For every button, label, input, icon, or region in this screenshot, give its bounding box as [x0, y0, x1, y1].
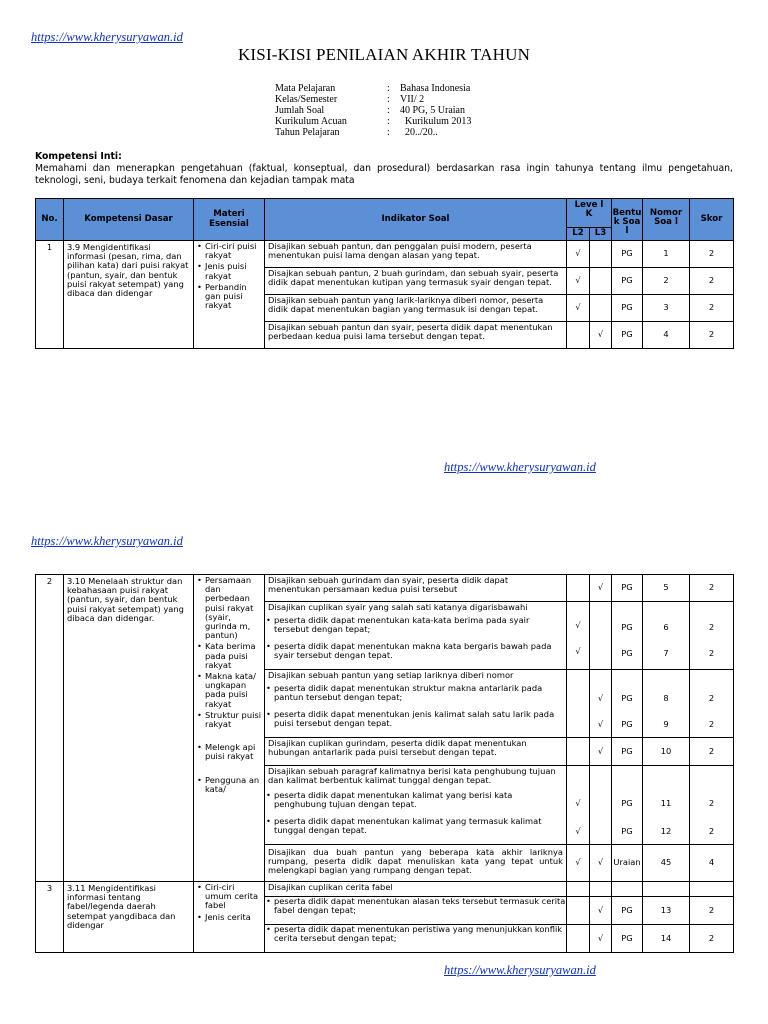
skor-cell: 2 — [690, 322, 734, 349]
kd-cell — [64, 241, 194, 349]
nomor-text: 12 — [660, 826, 672, 836]
indikator-cell — [265, 575, 567, 602]
header-indikator: Indikator Soal — [265, 199, 567, 241]
l2-cell: √ — [567, 845, 590, 882]
l2-cell — [567, 575, 590, 602]
l3-cell — [590, 241, 612, 268]
materi-item: • Pengguna an kata/ — [196, 776, 262, 794]
l3-mark: √ — [597, 719, 604, 729]
indikator-group-cell — [265, 602, 567, 616]
meta-key: Kelas/Semester — [275, 94, 338, 105]
nomor-text: 8 — [663, 693, 669, 703]
indikator-text: Disajikan sebuah pantun, dan penggalan puisi modern, peserta menentukan puisi lama dengan alasan yang tepat. — [268, 241, 532, 261]
row-no: 3 — [36, 882, 64, 953]
indikator-cell — [265, 295, 567, 322]
l2-cell: √ — [567, 295, 590, 322]
materi-item: • Perbandin gan puisi rakyat — [196, 283, 262, 311]
nomor-cell: 45 — [643, 845, 690, 882]
l3-cell: √ — [590, 575, 612, 602]
header-skor: Skor — [690, 199, 734, 241]
materi-item: • Melengk api puisi rakyat — [196, 743, 262, 761]
nomor-group-cell — [643, 766, 690, 845]
header-kompetensi-dasar: Kompetensi Dasar — [64, 199, 194, 241]
header-materi: Materi Esensial — [194, 199, 265, 241]
bentuk-cell: PG — [612, 241, 643, 268]
skor-cell: 2 — [690, 268, 734, 295]
materi-item: • Persamaan dan perbedaan puisi rakyat (syair, gurinda m, pantun) — [196, 576, 262, 640]
nomor-cell: 4 — [643, 322, 690, 349]
indikator-group-head: Disajikan sebuah paragraf kalimatnya berisi kata penghubung tujuan dan kalimat berbentuk kalimat tunggal dengan tepat. — [268, 766, 556, 786]
header-l3: L3 — [590, 228, 612, 241]
l2-group-cell — [567, 766, 590, 845]
row-no: 2 — [36, 575, 64, 882]
materi-cell — [194, 241, 265, 349]
bentuk-group-cell — [612, 602, 643, 670]
kompetensi-inti-text: Memahami dan menerapkan pengetahuan (faktual, konseptual, dan prosedural) berdasarkan rasa ingin tahunya tentang ilmu pengetahuan, teknologi, seni, budaya terkait fenomena dan kejadian tampak mata — [35, 163, 733, 186]
bentuk-text: PG — [621, 798, 633, 808]
kd-cell — [64, 575, 194, 882]
indikator-text: Disajikan sebuah pantun yang larik-lariknya diberi nomor, peserta didik dapat menentukan bagian yang termasuk isi dengan tepat. — [268, 295, 544, 315]
indikator-group-head: Disajikan sebuah pantun yang setiap lariknya diberi nomor — [268, 670, 514, 680]
l3-group-cell — [590, 670, 612, 738]
indikator-cell — [265, 642, 567, 670]
nomor-cell: 5 — [643, 575, 690, 602]
skor-text: 2 — [708, 719, 715, 729]
header-no: No. — [36, 199, 64, 241]
skor-text: 2 — [708, 826, 715, 836]
meta-value: Kurikulum 2013 — [400, 116, 472, 127]
bentuk-cell: Uraian — [612, 845, 643, 882]
skor-cell: 2 — [690, 738, 734, 766]
nomor-cell: 10 — [643, 738, 690, 766]
indikator-cell — [265, 896, 567, 924]
l3-group-cell — [590, 602, 612, 670]
l2-group-cell — [567, 670, 590, 738]
meta-colon: : — [387, 116, 390, 127]
indikator-cell — [265, 616, 567, 642]
header-level-cut: K — [585, 209, 593, 219]
materi-item: • Kata berima pada puisi rakyat — [196, 642, 262, 670]
header-level-label: Leve l — [574, 200, 604, 210]
bentuk-cell: PG — [612, 924, 643, 952]
l3-cell: √ — [590, 896, 612, 924]
indikator-text: Disajikan cuplikan gurindam, peserta didik dapat menentukan hubungan antarlarik pada puisi tersebut dengan tepat. — [268, 738, 527, 758]
bentuk-cell: PG — [612, 738, 643, 766]
indikator-text: • peserta didik dapat menentukan kalimat yang termasuk kalimat tunggal dengan tepat. — [265, 817, 566, 835]
nomor-cell — [643, 882, 690, 897]
indikator-text: Disajikan dua buah pantun yang beberapa kata akhir lariknya rumpang, peserta didik dapat menuliskan kata yang tepat untuk melengkapi bagian yang rumpang dengan tepat. — [268, 847, 563, 876]
header-level — [567, 199, 612, 228]
nomor-text: 6 — [663, 622, 669, 632]
materi-cell — [194, 882, 265, 953]
bentuk-text: PG — [621, 693, 633, 703]
skor-cell — [690, 882, 734, 897]
nomor-cell: 13 — [643, 896, 690, 924]
l2-cell — [567, 924, 590, 952]
meta-key: Kurikulum Acuan — [275, 116, 347, 127]
nomor-group-cell — [643, 670, 690, 738]
skor-text: 2 — [708, 693, 715, 703]
meta-colon: : — [387, 127, 390, 138]
header-bentuk-text: Bentu k Soa l — [612, 207, 642, 236]
materi-item: • Makna kata/ ungkapan pada puisi rakyat — [196, 672, 262, 709]
kompetensi-inti-heading: Kompetensi Inti: — [35, 151, 122, 162]
l3-group-cell — [590, 766, 612, 845]
skor-group-cell — [690, 766, 734, 845]
nomor-text: 7 — [663, 648, 669, 658]
indikator-group-cell — [265, 670, 567, 684]
skor-cell: 2 — [690, 241, 734, 268]
l2-cell — [567, 322, 590, 349]
l3-cell: √ — [590, 322, 612, 349]
bentuk-text: PG — [621, 719, 633, 729]
indikator-cell — [265, 845, 567, 882]
l2-mark: √ — [575, 620, 581, 630]
materi-item: • Ciri-ciri puisi rakyat — [196, 242, 262, 260]
nomor-text: 11 — [660, 798, 672, 808]
meta-value: 20../20.. — [400, 127, 438, 138]
skor-group-cell — [690, 670, 734, 738]
skor-text: 2 — [708, 622, 715, 632]
skor-cell: 2 — [690, 575, 734, 602]
indikator-group-head: Disajikan cuplikan syair yang salah sati katanya digarisbawahi — [268, 602, 528, 612]
indikator-cell — [265, 322, 567, 349]
l3-cell: √ — [590, 738, 612, 766]
meta-colon: : — [387, 94, 390, 105]
indikator-cell — [265, 817, 567, 844]
l3-cell — [590, 882, 612, 897]
materi-item: • Struktur puisi rakyat — [196, 711, 262, 729]
indikator-group-cell — [265, 766, 567, 791]
website-link-bottom[interactable]: https://www.kherysuryawan.id — [444, 963, 596, 977]
header-nomor — [643, 199, 690, 241]
l2-cell: √ — [567, 241, 590, 268]
indikator-group-head: Disajikan cuplikan cerita fabel — [268, 882, 393, 892]
l3-cell: √ — [590, 845, 612, 882]
document-title: KISI-KISI PENILAIAN AKHIR TAHUN — [237, 45, 531, 64]
kisi-kisi-table-page1 — [35, 198, 734, 349]
materi-item: • Jenis puisi rakyat — [196, 262, 262, 280]
header-nomor-text: Nomor Soa l — [649, 207, 683, 227]
skor-cell: 2 — [690, 295, 734, 322]
bentuk-cell: PG — [612, 896, 643, 924]
kd-cell — [64, 882, 194, 953]
skor-cell: 4 — [690, 845, 734, 882]
indikator-text: Disajkan sebuah pantun, 2 buah gurindam, dan sebuah syair, peserta didik dapat menentukan kutipan yang termasuk syair dengan tepat. — [268, 268, 559, 288]
l3-cell: √ — [590, 924, 612, 952]
meta-colon: : — [387, 83, 390, 94]
nomor-text: 9 — [663, 719, 669, 729]
nomor-group-cell — [643, 602, 690, 670]
indikator-cell — [265, 738, 567, 766]
meta-key: Tahun Pelajaran — [275, 127, 340, 138]
meta-value: VII/ 2 — [400, 94, 425, 105]
skor-text: 2 — [708, 798, 715, 808]
kd-text: 3.11 Mengidentifikasi informasi tentang fabel/legenda daerah setempat yangdibaca dan didengar — [67, 883, 176, 930]
indikator-text: • peserta didik dapat menentukan peristiwa yang menunjukkan konflik cerita tersebut dengan tepat; — [265, 925, 566, 943]
indikator-text: Disajikan sebuah pantun dan syair, peserta didik dapat menentukan perbedaan kedua puisi lama tersebut dengan tepat. — [268, 322, 553, 342]
l3-cell — [590, 268, 612, 295]
header-bentuk — [612, 199, 643, 241]
bentuk-cell: PG — [612, 295, 643, 322]
materi-cell — [194, 575, 265, 882]
l2-mark: √ — [575, 798, 581, 808]
l3-cell — [590, 295, 612, 322]
indikator-cell — [265, 268, 567, 295]
bentuk-cell: PG — [612, 268, 643, 295]
l2-cell — [567, 738, 590, 766]
bentuk-cell: PG — [612, 575, 643, 602]
indikator-text: • peserta didik dapat menentukan struktur makna antarlarik pada pantun tersebut dengan tepat; — [265, 684, 566, 702]
l2-cell — [567, 896, 590, 924]
indikator-cell — [265, 924, 567, 952]
l2-cell — [567, 882, 590, 897]
indikator-cell — [265, 241, 567, 268]
skor-cell: 2 — [690, 924, 734, 952]
nomor-cell: 3 — [643, 295, 690, 322]
website-link-top[interactable]: https://www.kherysuryawan.id — [31, 30, 183, 44]
indikator-text: • peserta didik dapat menentukan kalimat yang berisi kata penghubung tujuan dengan tepat. — [265, 791, 566, 809]
indikator-group-cell — [265, 882, 567, 897]
meta-key: Mata Pelajaran — [275, 83, 336, 94]
bentuk-group-cell — [612, 766, 643, 845]
nomor-cell: 14 — [643, 924, 690, 952]
materi-item: • Jenis cerita — [196, 913, 262, 922]
skor-text: 2 — [708, 648, 715, 658]
bentuk-text: PG — [621, 826, 633, 836]
nomor-cell: 2 — [643, 268, 690, 295]
indikator-cell — [265, 710, 567, 738]
meta-value: Bahasa Indonesia — [400, 83, 471, 94]
kisi-kisi-table-page2 — [35, 574, 734, 953]
skor-cell: 2 — [690, 896, 734, 924]
indikator-text: • peserta didik dapat menentukan makna kata bergaris bawah pada syair tersebut dengan tepat. — [265, 642, 566, 660]
meta-colon: : — [387, 105, 390, 116]
indikator-cell — [265, 791, 567, 817]
materi-item: • Ciri-ciri umum cerita fabel — [196, 883, 262, 911]
l3-mark: √ — [597, 693, 604, 703]
website-link-page2[interactable]: https://www.kherysuryawan.id — [31, 534, 183, 548]
kd-text: 3.10 Menelaah struktur dan kebahasaan puisi rakyat (pantun, syair, dan bentuk puisi rakyat setempat) yang dibaca dan didengar. — [67, 576, 184, 623]
meta-value: 40 PG, 5 Uraian — [400, 105, 465, 116]
kompetensi-inti — [35, 151, 733, 187]
nomor-cell: 1 — [643, 241, 690, 268]
l2-group-cell — [567, 602, 590, 670]
indikator-text: • peserta didik dapat menentukan alasan teks tersebut termasuk cerita fabel dengan tepat; — [265, 897, 566, 915]
bentuk-group-cell — [612, 670, 643, 738]
header-l2: L2 — [567, 228, 590, 241]
website-link-mid[interactable]: https://www.kherysuryawan.id — [444, 460, 596, 474]
bentuk-cell: PG — [612, 322, 643, 349]
bentuk-text: PG — [621, 622, 633, 632]
indikator-text: Disajikan sebuah gurindam dan syair, peserta didik dapat menentukan persamaan kedua puisi tersebut — [268, 575, 509, 595]
kd-text: 3.9 Mengidentifikasi informasi (pesan, rima, dan pilihan kata) dari puisi rakyat (pantun, syair, dan bentuk puisi rakyat setempat) yang dibaca dan didengar — [67, 242, 189, 299]
bentuk-cell — [612, 882, 643, 897]
l2-cell: √ — [567, 268, 590, 295]
skor-group-cell — [690, 602, 734, 670]
meta-key: Jumlah Soal — [275, 105, 325, 116]
document-meta — [275, 83, 471, 138]
bentuk-text: PG — [621, 648, 633, 658]
l2-mark: √ — [575, 826, 581, 836]
indikator-cell — [265, 684, 567, 710]
indikator-text: • peserta didik dapat menentukan jenis kalimat salah satu larik pada puisi tersebut dengan tepat. — [265, 710, 566, 728]
row-no: 1 — [36, 241, 64, 349]
l2-mark: √ — [575, 646, 581, 656]
indikator-text: • peserta didik dapat menentukan kata-kata berima pada syair tersebut dengan tepat; — [265, 616, 566, 634]
